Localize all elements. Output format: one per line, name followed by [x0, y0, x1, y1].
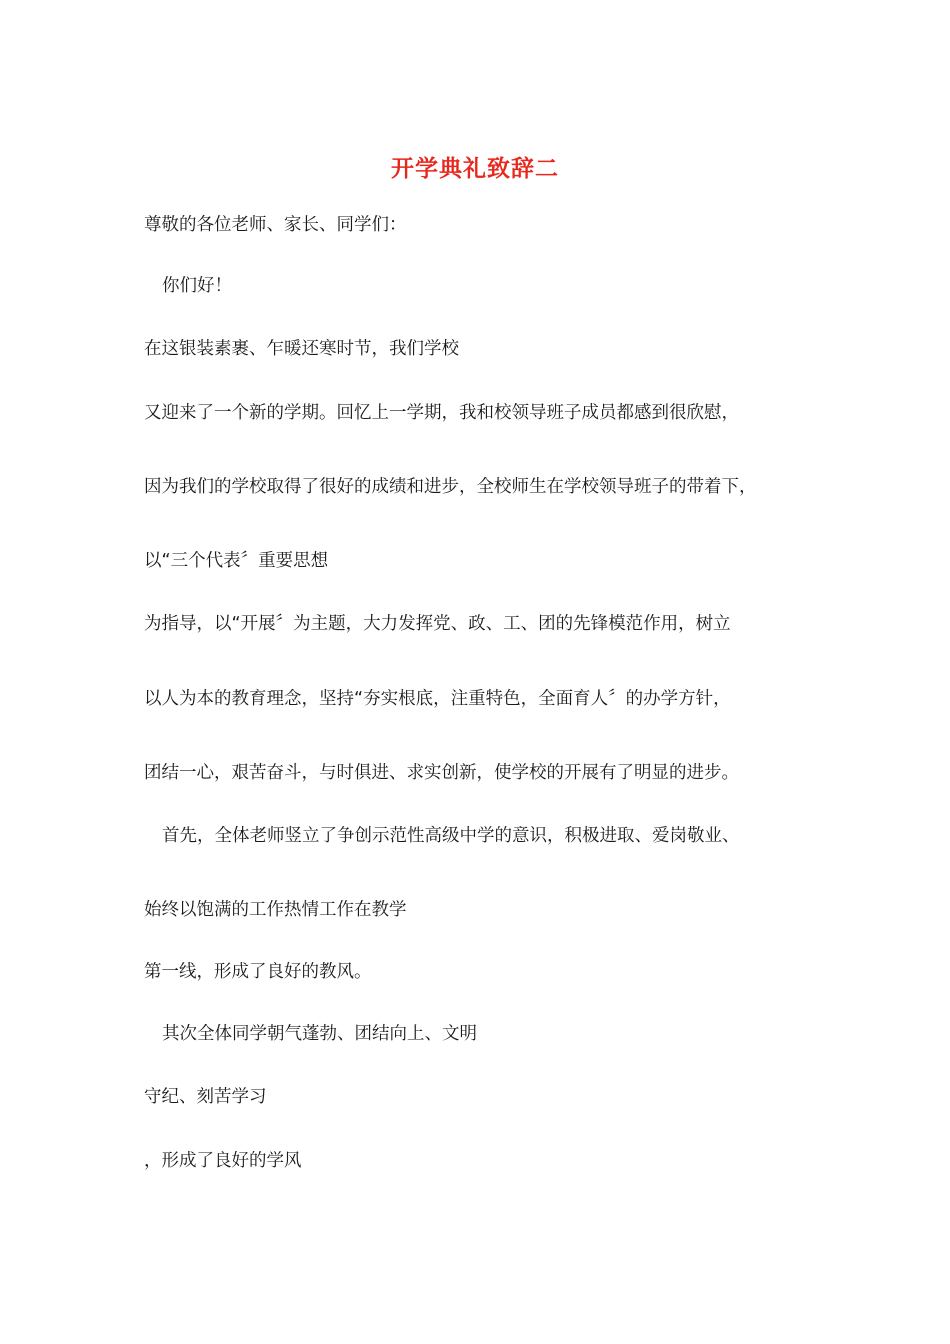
- salutation-line: 尊敬的各位老师、家长、同学们：: [144, 215, 407, 235]
- body-line: 又迎来了一个新的学期。回忆上一学期，我和校领导班子成员都感到很欣慰，: [144, 403, 739, 423]
- greeting-line: 你们好！: [162, 276, 232, 296]
- body-line: 第一线，形成了良好的教风。: [144, 962, 372, 982]
- body-line: 其次全体同学朝气蓬勃、团结向上、文明: [162, 1024, 477, 1044]
- body-line: 以“三个代表〞重要思想: [144, 551, 329, 571]
- body-line: 守纪、刻苦学习: [144, 1087, 267, 1107]
- body-line: 始终以饱满的工作热情工作在教学: [144, 900, 407, 920]
- body-line: 因为我们的学校取得了很好的成绩和进步，全校师生在学校领导班子的带着下，: [144, 477, 757, 497]
- body-line: 团结一心，艰苦奋斗，与时俱进、求实创新，使学校的开展有了明显的进步。: [144, 763, 739, 783]
- body-line: ，形成了良好的学风: [144, 1151, 302, 1171]
- body-line: 为指导，以“开展〞为主题，大力发挥党、政、工、团的先锋模范作用，树立: [144, 614, 731, 634]
- document-title: 开学典礼致辞二: [391, 155, 559, 182]
- body-line: 在这银装素裹、乍暖还寒时节，我们学校: [144, 339, 459, 359]
- body-line: 首先，全体老师竖立了争创示范性高级中学的意识，积极进取、爱岗敬业、: [162, 826, 740, 846]
- body-line: 以人为本的教育理念，坚持“夯实根底，注重特色，全面育人〞的办学方针，: [144, 689, 731, 709]
